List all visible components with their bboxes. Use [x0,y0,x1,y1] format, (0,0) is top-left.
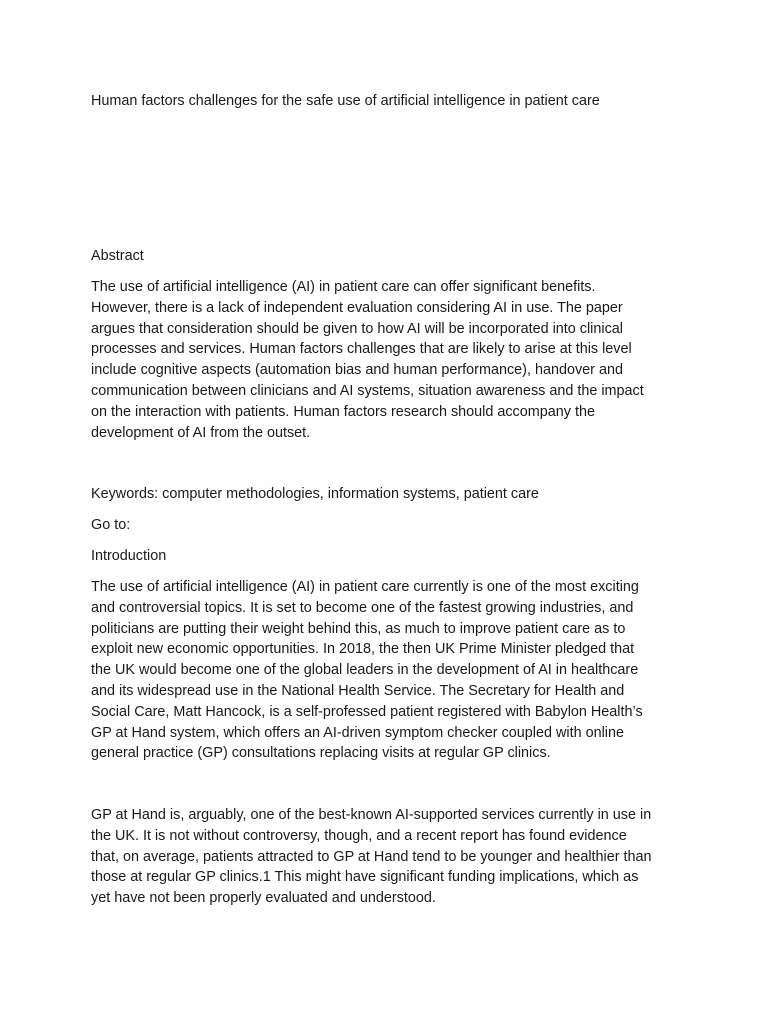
intro-line: the UK would become one of the global leaders in the development of AI in healthcare [91,662,639,679]
gp-line: the UK. It is not without controversy, though, and a recent report has found evidence [91,827,627,844]
abstract-line: The use of artificial intelligence (AI) in patient care can offer significant benefits. [91,279,596,295]
gp-at-hand-paragraph [91,805,691,909]
abstract-paragraph [91,277,691,443]
abstract-heading: Abstract [91,248,144,264]
abstract-line: development of AI from the outset. [91,424,311,441]
introduction-heading: Introduction [91,548,167,564]
abstract-line: communication between clinicians and AI systems, situation awareness and the impact [91,382,644,399]
abstract-line: argues that consideration should be given to how AI will be incorporated into clinical [91,320,623,337]
gp-line: yet have not been properly evaluated and understood. [91,890,436,907]
goto-link[interactable]: Go to: [91,517,131,533]
intro-line: and its widespread use in the National Health Service. The Secretary for Health and [91,682,625,699]
abstract-line: on the interaction with patients. Human factors research should accompany the [91,403,595,420]
gp-line: that, on average, patients attracted to GP at Hand tend to be younger and healthier than [91,848,652,865]
intro-line: The use of artificial intelligence (AI) in patient care currently is one of the most exciting [91,579,639,595]
intro-line: Social Care, Matt Hancock, is a self-professed patient registered with Babylon Health’s [91,703,643,720]
abstract-line: processes and services. Human factors challenges that are likely to arise at this level [91,341,632,358]
gp-line: those at regular GP clinics.1 This might have significant funding implications, which as [91,869,639,886]
keywords-line: Keywords: computer methodologies, information systems, patient care [91,486,539,502]
intro-line: general practice (GP) consultations replacing visits at regular GP clinics. [91,745,551,762]
intro-line: exploit new economic opportunities. In 2018, the then UK Prime Minister pledged that [91,641,635,658]
intro-line: GP at Hand system, which offers an AI-driven symptom checker coupled with online [91,724,624,741]
gp-line: GP at Hand is, arguably, one of the best-known AI-supported services currently in use in [91,807,652,823]
intro-line: politicians are putting their weight behind this, as much to improve patient care as to [91,620,626,637]
introduction-paragraph [91,577,691,764]
abstract-line: However, there is a lack of independent evaluation considering AI in use. The paper [91,299,623,316]
intro-line: and controversial topics. It is set to become one of the fastest growing industries, and [91,599,634,616]
document-title: Human factors challenges for the safe use of artificial intelligence in patient care [91,93,600,109]
abstract-line: include cognitive aspects (automation bias and human performance), handover and [91,362,623,379]
